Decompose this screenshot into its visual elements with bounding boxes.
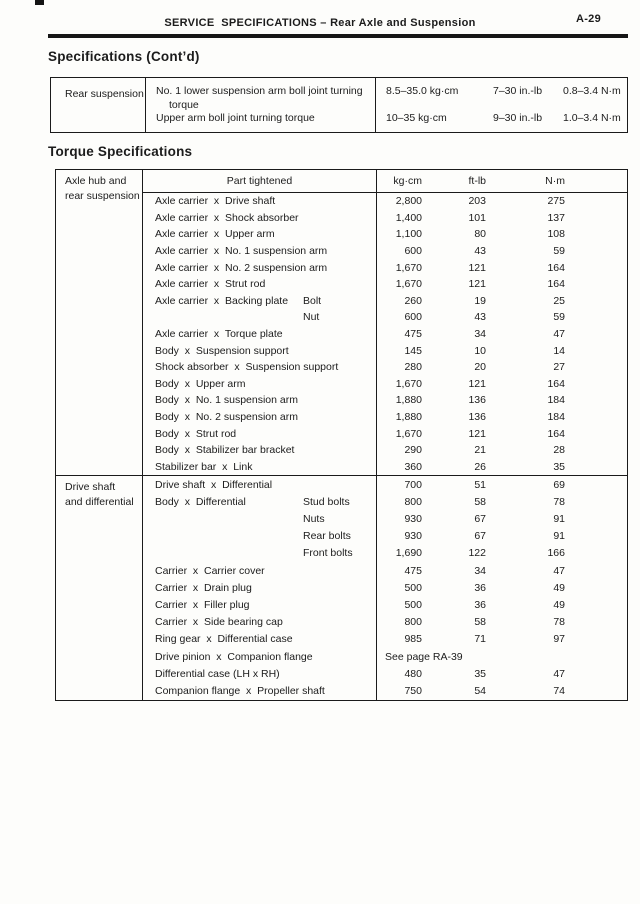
torque-value-nm: 27 <box>553 361 565 374</box>
torque-part-cell <box>143 444 376 456</box>
torque-group-label <box>56 476 143 699</box>
torque-row <box>143 614 627 631</box>
part-sub-label: Stud bolts <box>303 495 350 508</box>
torque-values <box>376 376 627 393</box>
part-name: Axle carrier x Drive shaft <box>155 195 276 208</box>
torque-row <box>143 326 627 343</box>
torque-value-nm: 59 <box>553 311 565 324</box>
torque-values <box>376 528 627 545</box>
part-name: Carrier x Carrier cover <box>155 564 265 577</box>
torque-value-kgcm: 800 <box>404 616 422 629</box>
torque-row <box>143 596 627 613</box>
torque-part-cell <box>143 668 376 680</box>
torque-value-nm: 14 <box>553 344 565 357</box>
torque-row <box>143 309 627 326</box>
torque-values <box>376 459 627 476</box>
torque-row <box>143 259 627 276</box>
torque-values <box>376 210 627 227</box>
torque-value-ftlb: 67 <box>474 513 486 526</box>
torque-values <box>376 276 627 293</box>
torque-row <box>143 276 627 293</box>
torque-value-nm: 49 <box>553 599 565 611</box>
torque-value-ftlb: 80 <box>474 228 486 241</box>
torque-value-nm: 25 <box>553 294 565 307</box>
torque-row <box>143 293 627 310</box>
torque-value-ftlb: 34 <box>474 328 486 341</box>
torque-values <box>376 359 627 376</box>
torque-row <box>143 193 627 210</box>
torque-value-kgcm: 1,400 <box>395 211 422 224</box>
torque-part-cell <box>143 328 376 340</box>
column-header-part-tightened: Part tightened <box>226 175 293 187</box>
torque-group-label <box>56 170 143 475</box>
torque-value-nm: 91 <box>553 530 565 543</box>
torque-value-kgcm: 1,690 <box>395 547 422 560</box>
specifications-table <box>50 77 628 133</box>
part-name: Differential case (LH x RH) <box>155 667 280 680</box>
torque-row <box>143 226 627 243</box>
torque-values <box>376 193 627 210</box>
torque-value-ftlb: 121 <box>468 261 486 274</box>
torque-value-kgcm: 145 <box>404 344 422 357</box>
torque-value-kgcm: 750 <box>404 684 422 697</box>
torque-table <box>55 169 628 701</box>
torque-value-nm: 137 <box>547 211 565 224</box>
torque-values <box>376 596 627 613</box>
torque-part-cell <box>143 195 376 207</box>
torque-values <box>376 425 627 442</box>
torque-row <box>143 359 627 376</box>
torque-row <box>143 665 627 682</box>
torque-value-ftlb: 203 <box>468 195 486 208</box>
torque-part-cell <box>143 616 376 628</box>
torque-value-nm: 164 <box>547 278 565 291</box>
column-header-kgcm: kg·cm <box>393 175 422 187</box>
torque-value-ftlb: 136 <box>468 411 486 424</box>
torque-value-kgcm: 1,880 <box>395 394 422 407</box>
torque-value-ftlb: 58 <box>474 616 486 629</box>
torque-part-cell <box>143 496 376 508</box>
torque-value-nm: 184 <box>547 411 565 424</box>
torque-heading: Torque Specifications <box>48 144 193 159</box>
torque-group-label-line: Drive shaft <box>65 481 116 494</box>
torque-value-nm: 49 <box>553 581 565 594</box>
torque-row <box>143 376 627 393</box>
torque-value-ftlb: 43 <box>474 311 486 324</box>
part-name: Shock absorber x Suspension support <box>155 361 339 374</box>
torque-row <box>143 210 627 227</box>
spec-rows <box>146 78 627 126</box>
torque-part-cell <box>143 394 376 406</box>
torque-row <box>143 631 627 648</box>
part-name: Axle carrier x Upper arm <box>155 228 275 241</box>
spec-description-line: torque <box>169 98 199 111</box>
torque-value-nm: 78 <box>553 616 565 629</box>
torque-row <box>143 528 627 545</box>
torque-value-ftlb: 43 <box>474 245 486 258</box>
torque-values <box>376 326 627 343</box>
torque-value-ftlb: 54 <box>474 684 486 697</box>
torque-value-ftlb: 19 <box>474 294 486 307</box>
part-sub-label: Nuts <box>303 513 325 526</box>
torque-value-kgcm: 475 <box>404 564 422 577</box>
torque-value-kgcm: 1,670 <box>395 377 422 390</box>
torque-value-kgcm: 280 <box>404 361 422 374</box>
part-name: Stabilizer bar x Link <box>155 460 253 473</box>
column-header-ftlb: ft-lb <box>468 175 486 187</box>
spec-description <box>146 85 376 112</box>
torque-part-cell <box>143 295 376 307</box>
torque-row <box>143 510 627 527</box>
spec-table-row <box>146 85 627 112</box>
torque-rows <box>143 476 627 699</box>
torque-note: See page RA-39 <box>385 650 463 663</box>
specifications-heading: Specifications (Cont’d) <box>48 49 200 64</box>
part-name: Body x Upper arm <box>155 377 246 390</box>
torque-value-nm: 275 <box>547 195 565 208</box>
torque-value-ftlb: 36 <box>474 599 486 611</box>
part-name: Drive shaft x Differential <box>155 478 273 491</box>
torque-values <box>376 476 627 493</box>
torque-value-kgcm: 260 <box>404 294 422 307</box>
torque-header-row <box>143 170 627 193</box>
torque-values <box>376 409 627 426</box>
torque-values <box>376 493 627 510</box>
torque-value-kgcm: 930 <box>404 530 422 543</box>
spec-value-inlb: 7–30 in.-lb <box>493 85 543 97</box>
torque-part-cell <box>143 361 376 373</box>
page-header <box>48 13 628 31</box>
torque-value-kgcm: 290 <box>404 444 422 457</box>
torque-part-cell <box>143 378 376 390</box>
torque-value-ftlb: 10 <box>474 344 486 357</box>
torque-row <box>143 392 627 409</box>
spec-group-label: Rear suspension <box>65 88 144 100</box>
torque-value-kgcm: 1,100 <box>395 228 422 241</box>
torque-value-ftlb: 101 <box>468 211 486 224</box>
torque-group-label-line: and differential <box>65 495 134 508</box>
part-sub-label: Rear bolts <box>303 530 351 543</box>
torque-value-nm: 47 <box>553 667 565 680</box>
scan-artifact <box>35 0 44 5</box>
torque-value-nm: 164 <box>547 261 565 274</box>
torque-value-ftlb: 67 <box>474 530 486 543</box>
torque-values <box>376 293 627 310</box>
torque-value-nm: 74 <box>553 684 565 697</box>
torque-value-kgcm: 800 <box>404 495 422 508</box>
torque-value-kgcm: 480 <box>404 667 422 680</box>
torque-row <box>143 243 627 260</box>
torque-value-nm: 97 <box>553 633 565 646</box>
torque-value-kgcm: 360 <box>404 460 422 473</box>
torque-value-kgcm: 2,800 <box>395 195 422 208</box>
part-sub-label: Front bolts <box>303 547 353 560</box>
torque-value-kgcm: 1,880 <box>395 411 422 424</box>
spec-value-nm: 1.0–3.4 N·m <box>563 112 621 124</box>
part-sub-label: Nut <box>303 311 320 324</box>
torque-value-nm: 166 <box>547 547 565 560</box>
part-name: Axle carrier x No. 2 suspension arm <box>155 261 328 274</box>
torque-value-kgcm: 500 <box>404 599 422 611</box>
part-name: Body x Strut rod <box>155 427 237 440</box>
torque-row <box>143 493 627 510</box>
part-name: Ring gear x Differential case <box>155 633 293 646</box>
part-name: Axle carrier x Torque plate <box>155 328 283 341</box>
torque-values <box>376 579 627 596</box>
torque-values <box>376 682 627 699</box>
torque-part-cell <box>143 411 376 423</box>
torque-value-ftlb: 121 <box>468 278 486 291</box>
column-header-nm: N·m <box>545 175 565 187</box>
spec-value-kgcm: 10–35 kg·cm <box>386 112 447 124</box>
torque-part-cell <box>143 461 376 473</box>
torque-value-nm: 91 <box>553 513 565 526</box>
torque-values <box>376 342 627 359</box>
torque-row <box>143 409 627 426</box>
torque-value-nm: 28 <box>553 444 565 457</box>
torque-section <box>56 475 627 699</box>
torque-part-cell <box>143 582 376 594</box>
torque-value-kgcm: 1,670 <box>395 427 422 440</box>
torque-part-cell <box>143 479 376 491</box>
torque-value-ftlb: 122 <box>468 547 486 560</box>
torque-group-label-line: Axle hub and <box>65 175 127 187</box>
part-name: Axle carrier x Backing plate <box>155 294 289 307</box>
torque-rows <box>143 170 627 475</box>
torque-part-cell <box>143 212 376 224</box>
torque-value-ftlb: 21 <box>474 444 486 457</box>
torque-value-nm: 59 <box>553 245 565 258</box>
header-rule <box>48 34 628 38</box>
torque-part-cell <box>143 565 376 577</box>
page-number: A-29 <box>575 13 601 25</box>
spec-values <box>376 85 627 112</box>
torque-part-cell <box>143 345 376 357</box>
torque-value-kgcm: 700 <box>404 478 422 491</box>
torque-value-ftlb: 58 <box>474 495 486 508</box>
part-name: Body x Suspension support <box>155 344 289 357</box>
torque-values <box>376 665 627 682</box>
torque-values <box>376 442 627 459</box>
torque-value-ftlb: 36 <box>474 581 486 594</box>
part-name: Axle carrier x Strut rod <box>155 278 266 291</box>
torque-row <box>143 425 627 442</box>
spec-description-line: Upper arm boll joint turning torque <box>156 112 315 124</box>
part-name: Drive pinion x Companion flange <box>155 650 313 663</box>
torque-value-nm: 47 <box>553 328 565 341</box>
torque-row <box>143 682 627 699</box>
torque-part-cell <box>143 599 376 611</box>
torque-row <box>143 476 627 493</box>
spec-description-line: No. 1 lower suspension arm boll joint turning <box>156 85 363 97</box>
torque-value-nm: 35 <box>553 460 565 473</box>
torque-values <box>376 648 627 665</box>
torque-group-label-line: rear suspension <box>65 189 140 202</box>
torque-part-cell <box>143 245 376 257</box>
torque-value-kgcm: 1,670 <box>395 278 422 291</box>
torque-value-kgcm: 600 <box>404 311 422 324</box>
part-name: Carrier x Drain plug <box>155 581 252 594</box>
part-sub-label: Bolt <box>303 294 322 307</box>
torque-row <box>143 579 627 596</box>
torque-value-ftlb: 71 <box>474 633 486 646</box>
part-name: Axle carrier x Shock absorber <box>155 211 299 224</box>
torque-row <box>143 562 627 579</box>
part-name: Companion flange x Propeller shaft <box>155 684 325 697</box>
spec-value-kgcm: 8.5–35.0 kg·cm <box>386 85 459 97</box>
torque-part-cell <box>143 633 376 645</box>
spec-description <box>146 112 376 126</box>
torque-values <box>376 309 627 326</box>
spec-values <box>376 112 627 126</box>
torque-part-cell <box>143 428 376 440</box>
torque-values <box>376 510 627 527</box>
torque-value-ftlb: 121 <box>468 427 486 440</box>
torque-value-nm: 184 <box>547 394 565 407</box>
torque-values <box>376 243 627 260</box>
torque-values <box>376 259 627 276</box>
spec-table-row <box>146 112 627 126</box>
part-name: Body x Stabilizer bar bracket <box>155 444 295 457</box>
torque-part-cell <box>143 278 376 290</box>
torque-value-ftlb: 35 <box>474 667 486 680</box>
torque-value-nm: 69 <box>553 478 565 491</box>
torque-row <box>143 442 627 459</box>
torque-part-cell <box>143 651 376 663</box>
torque-value-ftlb: 26 <box>474 460 486 473</box>
torque-row <box>143 545 627 562</box>
part-name: Carrier x Filler plug <box>155 599 250 611</box>
torque-section <box>56 170 627 475</box>
torque-value-nm: 108 <box>547 228 565 241</box>
torque-value-nm: 164 <box>547 377 565 390</box>
torque-value-nm: 47 <box>553 564 565 577</box>
torque-header-values <box>376 170 627 192</box>
part-name: Carrier x Side bearing cap <box>155 616 283 629</box>
torque-part-cell <box>143 685 376 697</box>
torque-value-ftlb: 20 <box>474 361 486 374</box>
torque-value-ftlb: 136 <box>468 394 486 407</box>
torque-values <box>376 562 627 579</box>
torque-value-kgcm: 475 <box>404 328 422 341</box>
page-header-title: SERVICE SPECIFICATIONS – Rear Axle and Suspension <box>164 17 476 29</box>
torque-value-kgcm: 500 <box>404 581 422 594</box>
part-name: Body x No. 1 suspension arm <box>155 394 298 407</box>
torque-value-ftlb: 121 <box>468 377 486 390</box>
torque-values <box>376 226 627 243</box>
torque-values <box>376 392 627 409</box>
torque-row <box>143 648 627 665</box>
torque-value-nm: 78 <box>553 495 565 508</box>
part-name: Body x No. 2 suspension arm <box>155 411 298 424</box>
spec-value-nm: 0.8–3.4 N·m <box>563 85 621 97</box>
torque-value-kgcm: 985 <box>404 633 422 646</box>
spec-value-inlb: 9–30 in.-lb <box>493 112 543 124</box>
torque-value-ftlb: 34 <box>474 564 486 577</box>
torque-values <box>376 631 627 648</box>
torque-row <box>143 459 627 476</box>
torque-row <box>143 342 627 359</box>
torque-value-kgcm: 1,670 <box>395 261 422 274</box>
torque-values <box>376 545 627 562</box>
torque-value-ftlb: 51 <box>474 478 486 491</box>
part-name: Body x Differential <box>155 495 246 508</box>
torque-part-cell <box>143 262 376 274</box>
part-name: Axle carrier x No. 1 suspension arm <box>155 245 328 258</box>
torque-value-kgcm: 930 <box>404 513 422 526</box>
torque-value-kgcm: 600 <box>404 245 422 258</box>
torque-value-nm: 164 <box>547 427 565 440</box>
torque-values <box>376 614 627 631</box>
torque-part-cell <box>143 228 376 240</box>
